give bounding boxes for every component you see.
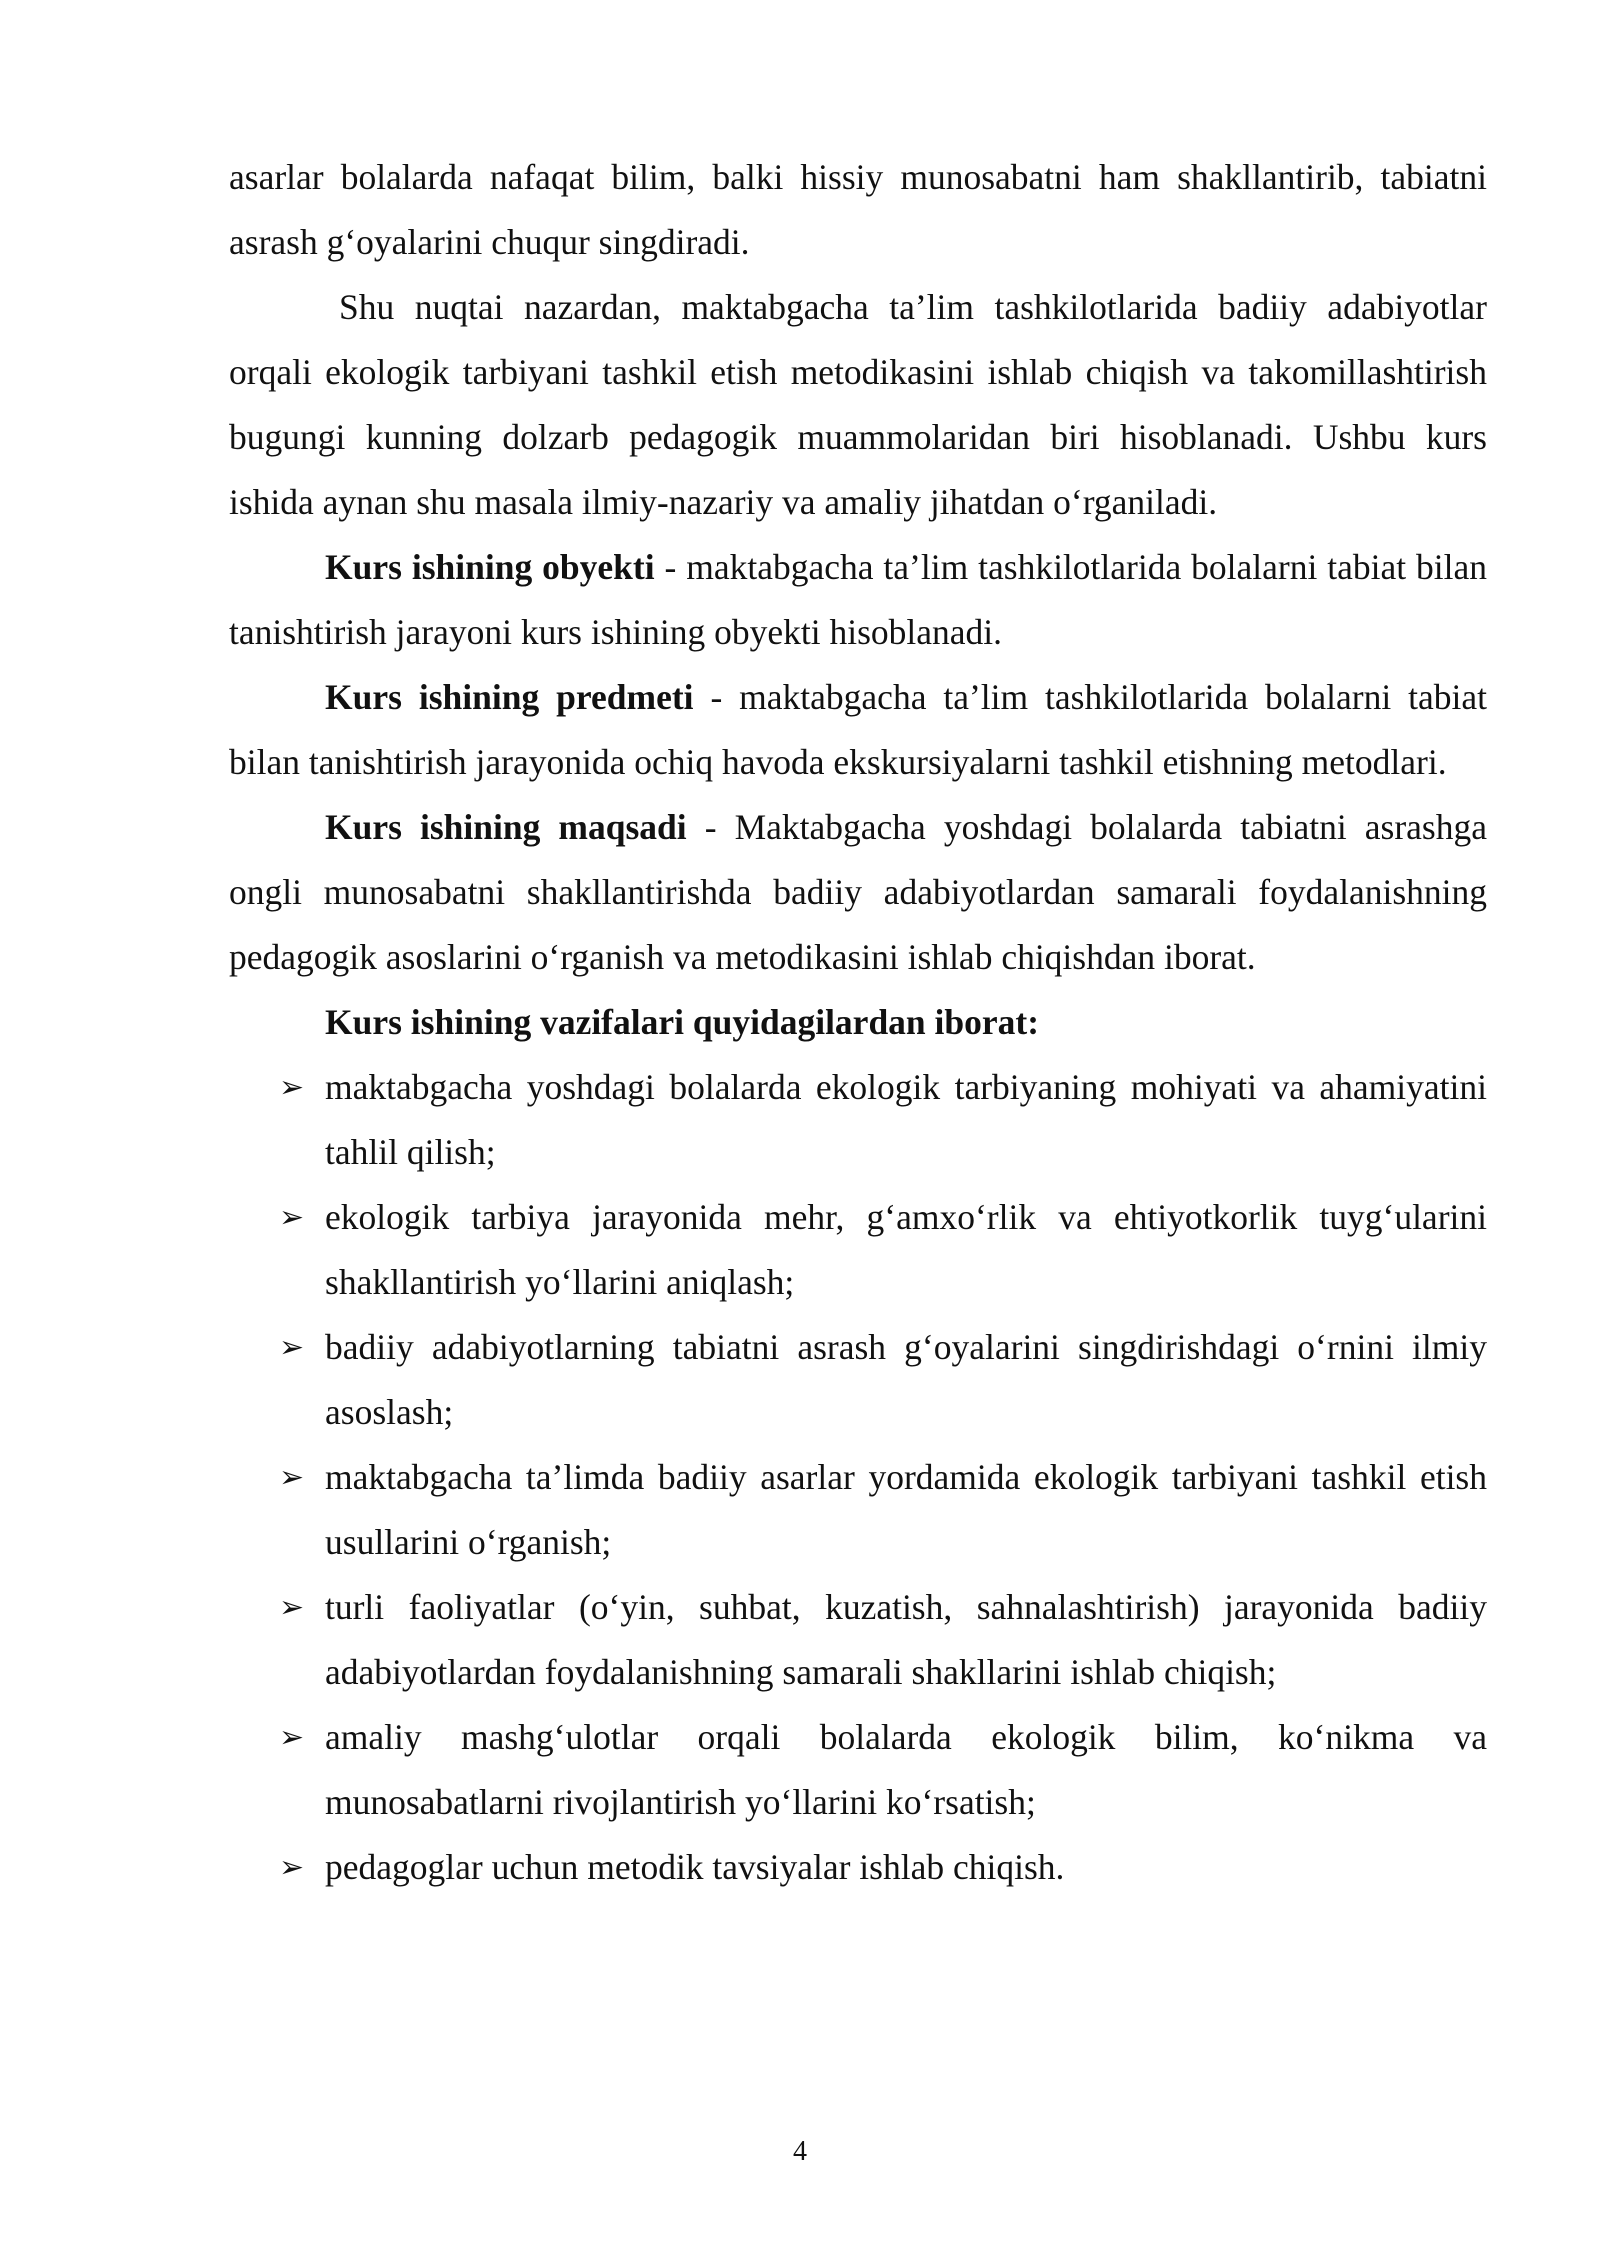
task-text: badiiy adabiyotlarning tabiatni asrash g‘oyalarini singdirishdagi o‘rnini ilmiy asoslash;	[325, 1327, 1487, 1432]
tasks-heading: Kurs ishining vazifalari quyidagilardan iborat:	[325, 1002, 1040, 1042]
tasks-list	[229, 1055, 1487, 1900]
subject-label: Kurs ishining predmeti	[325, 677, 694, 717]
list-item	[229, 1315, 1487, 1445]
paragraph-intro-continuation: asarlar bolalarda nafaqat bilim, balki hissiy munosabatni ham shakllantirib, tabiatni asrash g‘oyalarini chuqur singdiradi.	[229, 157, 1487, 262]
paragraph-relevance: Shu nuqtai nazardan, maktabgacha ta’lim tashkilotlarida badiiy adabiyotlar orqali ekologik tarbiyani tashkil etish metodikasini ishlab chiqish va takomillashtirish bugungi kunning dolzarb pedagogik muammolaridan biri hisoblanadi. Ushbu kurs ishida aynan shu masala ilmiy-nazariy va amaliy jihatdan o‘rganiladi.	[229, 287, 1487, 522]
list-item	[229, 1575, 1487, 1705]
arrow-bullet-icon: ➢	[279, 1070, 305, 1105]
object-label: Kurs ishining obyekti	[325, 547, 655, 587]
list-item	[229, 1445, 1487, 1575]
arrow-bullet-icon: ➢	[279, 1330, 305, 1365]
paragraph-object	[229, 535, 1487, 665]
list-item	[229, 1055, 1487, 1185]
arrow-bullet-icon: ➢	[279, 1720, 305, 1755]
arrow-bullet-icon: ➢	[279, 1460, 305, 1495]
subject-text: - maktabgacha ta’lim tashkilotlarida bolalarni tabiat bilan tanishtirish jarayonida ochiq havoda ekskursiyalarni tashkil etishning metodlari.	[229, 677, 1487, 782]
arrow-bullet-icon: ➢	[279, 1590, 305, 1625]
list-item	[229, 1705, 1487, 1835]
paragraph-goal	[229, 795, 1487, 990]
list-item	[229, 1185, 1487, 1315]
list-item	[229, 1835, 1487, 1900]
arrow-bullet-icon: ➢	[279, 1850, 305, 1885]
task-text: turli faoliyatlar (o‘yin, suhbat, kuzatish, sahnalashtirish) jarayonida badiiy adabiyotlardan foydalanishning samarali shakllarini ishlab chiqish;	[325, 1587, 1487, 1692]
arrow-bullet-icon: ➢	[279, 1200, 305, 1235]
task-text: amaliy mashg‘ulotlar orqali bolalarda ekologik bilim, ko‘nikma va munosabatlarni rivojlantirish yo‘llarini ko‘rsatish;	[325, 1717, 1487, 1822]
page-number: 4	[793, 2136, 807, 2167]
document-page	[229, 145, 1487, 1900]
task-text: ekologik tarbiya jarayonida mehr, g‘amxo‘rlik va ehtiyotkorlik tuyg‘ularini shakllantirish yo‘llarini aniqlash;	[325, 1197, 1487, 1302]
goal-text: - Maktabgacha yoshdagi bolalarda tabiatni asrashga ongli munosabatni shakllantirishda badiiy adabiyotlardan samarali foydalanishning pedagogik asoslarini o‘rganish va metodikasini ishlab chiqishdan iborat.	[229, 807, 1487, 977]
task-text: maktabgacha yoshdagi bolalarda ekologik tarbiyaning mohiyati va ahamiyatini tahlil qilish;	[325, 1067, 1487, 1172]
goal-label: Kurs ishining maqsadi	[325, 807, 687, 847]
paragraph-subject	[229, 665, 1487, 795]
task-text: pedagoglar uchun metodik tavsiyalar ishlab chiqish.	[325, 1847, 1065, 1887]
object-text: - maktabgacha ta’lim tashkilotlarida bolalarni tabiat bilan tanishtirish jarayoni kurs ishining obyekti hisoblanadi.	[229, 547, 1487, 652]
task-text: maktabgacha ta’limda badiiy asarlar yordamida ekologik tarbiyani tashkil etish usullarini o‘rganish;	[325, 1457, 1487, 1562]
